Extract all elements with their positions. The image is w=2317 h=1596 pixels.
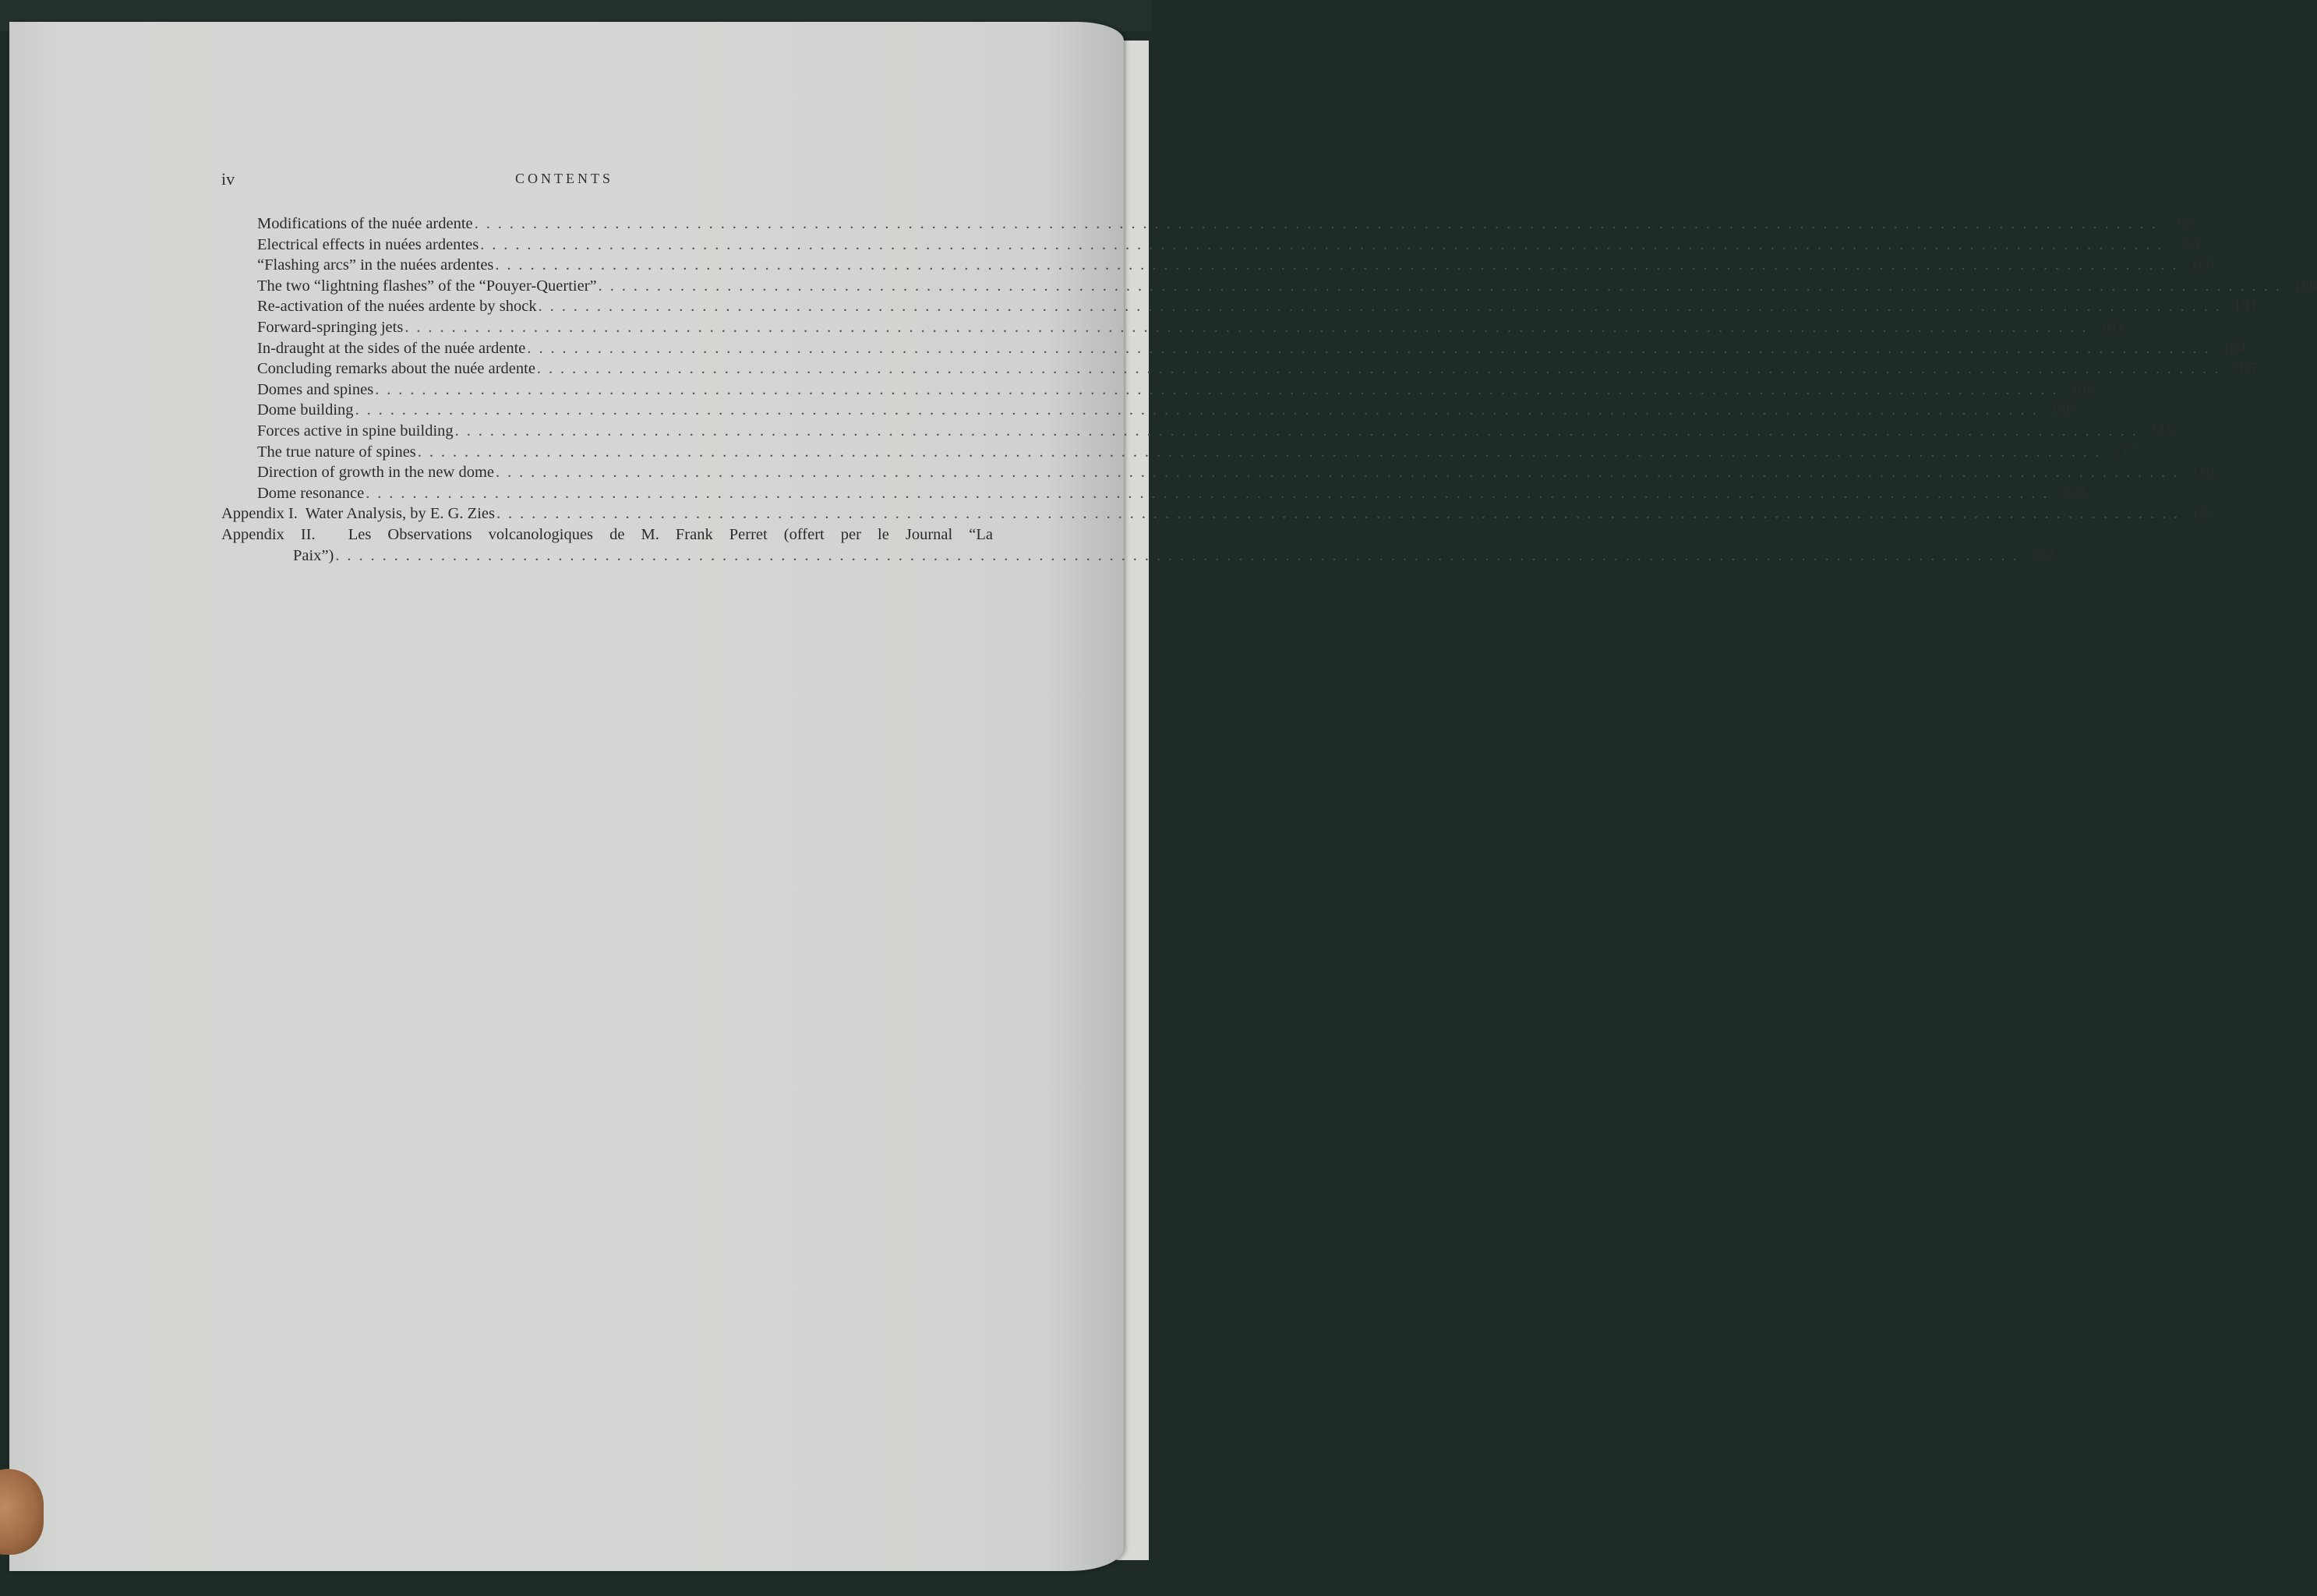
toc-entry-page: 104 xyxy=(2222,339,2247,357)
toc-entry-title: Modifications of the nuée ardente xyxy=(257,215,473,232)
running-title: CONTENTS xyxy=(515,171,613,186)
leader-dots: . . . . . . . . . . . . . . . . . . . . . . . . . . . . . . . . . . . . . . . . . . . . . . . . . . . . . . . . . . . . . . . . . . . . . . . . . . . . . . . . . . . . . . . . . . . . . . . . . . . . . . . . . . . . . . . . . . . . . . . . . . . . . . . . . . . . . . . . . . . . . . . . xyxy=(480,235,2163,253)
leader-dots: . . . . . . . . . . . . . . . . . . . . . . . . . . . . . . . . . . . . . . . . . . . . . . . . . . . . . . . . . . . . . . . . . . . . . . . . . . . . . . . . . . . . . . . . . . . . . . . . . . . . . . . . . . . . . . . . . . . . . . . . . . . . . . . . . . . . . . . . . . . . . . . . xyxy=(538,298,2222,316)
toc-entry xyxy=(221,400,2075,421)
toc-entry-title: Direction of growth in the new dome xyxy=(257,464,495,482)
toc-entry xyxy=(221,255,2215,276)
leader-dots: . . . . . . . . . . . . . . . . . . . . . . . . . . . . . . . . . . . . . . . . . . . . . . . . . . . . . . . . . . . . . . . . . . . . . . . . . . . . . . . . . . . . . . . . . . . . . . . . . . . . . . . . . . . . . . . . . . . . . . . . . . . . . . . . . . . . . . . . . . . . . . . . xyxy=(527,339,2211,357)
toc-entry xyxy=(221,421,2174,442)
page-folio: iv xyxy=(221,169,235,189)
toc-entry-page: 106 xyxy=(2070,380,2094,398)
toc-entry-page: 100 xyxy=(2293,277,2317,295)
toc-entry-page: 100 xyxy=(2190,256,2215,274)
leader-dots: . . . . . . . . . . . . . . . . . . . . . . . . . . . . . . . . . . . . . . . . . . . . . . . . . . . . . . . . . . . . . . . . . . . . . . . . . . . . . . . . . . . . . . . . . . . . . . . . . . . . . . . . . . . . . . . . . . . . . . . . . . . . . . . . . . . . . . . . . . . . . . . . xyxy=(417,443,2101,461)
page-header xyxy=(221,168,1024,192)
toc-appendix-entry xyxy=(221,503,2216,524)
leader-dots: . . . . . . . . . . . . . . . . . . . . . . . . . . . . . . . . . . . . . . . . . . . . . . . . . . . . . . . . . . . . . . . . . . . . . . . . . . . . . . . . . . . . . . . . . . . . . . . . . . . . . . . . . . . . . . . . . . . . . . . . . . . . . . . . . . . . . . . . . . . . . . . . xyxy=(474,215,2158,232)
toc-entry-title: The true nature of spines xyxy=(257,443,416,461)
leader-dots: . . . . . . . . . . . . . . . . . . . . . . . . . . . . . . . . . . . . . . . . . . . . . . . . . . . . . . . . . . . . . . . . . . . . . . . . . . . . . . . . . . . . . . . . . . . . . . . . . . . . . . . . . . . . . . . . . . . . . . . . . . . . . . . . . . . . . . . . . . . . . . . . xyxy=(495,256,2179,274)
toc-entry-title: Concluding remarks about the nuée ardente xyxy=(257,360,535,378)
toc-entry-title: “Flashing arcs” in the nuées ardentes xyxy=(257,256,494,274)
toc-entry xyxy=(221,358,2256,380)
toc-entry xyxy=(221,235,2199,256)
table-of-contents xyxy=(221,214,2317,566)
toc-entry xyxy=(221,483,2085,504)
toc-entry xyxy=(221,276,2317,297)
toc-entry-page: 108 xyxy=(2050,401,2075,419)
toc-entry-page: 119 xyxy=(2191,464,2215,482)
toc-entry-page: 121 xyxy=(2191,505,2216,523)
toc-entry xyxy=(221,442,2137,463)
leader-dots: . . . . . . . . . . . . . . . . . . . . . . . . . . . . . . . . . . . . . . . . . . . . . . . . . . . . . . . . . . . . . . . . . . . . . . . . . . . . . . . . . . . . . . . . . . . . . . . . . . . . . . . . . . . . . . . . . . . . . . . . . . . . . . . . . . . . . . . . . . . . . . . . xyxy=(366,484,2049,502)
toc-entry-continuation xyxy=(221,546,2055,567)
leader-dots: . . . . . . . . . . . . . . . . . . . . . . . . . . . . . . . . . . . . . . . . . . . . . . . . . . . . . . . . . . . . . . . . . . . . . . . . . . . . . . . . . . . . . . . . . . . . . . . . . . . . . . . . . . . . . . . . . . . . . . . . . . . . . . . . . . . . . . . . . . . . . . . . xyxy=(335,546,2019,564)
toc-entry-title: Appendix I. Water Analysis, by E. G. Zies xyxy=(221,505,495,523)
toc-entry-page: 99 xyxy=(2183,235,2199,253)
toc-entry-page: 103 xyxy=(2100,318,2125,336)
leader-dots: . . . . . . . . . . . . . . . . . . . . . . . . . . . . . . . . . . . . . . . . . . . . . . . . . . . . . . . . . . . . . . . . . . . . . . . . . . . . . . . . . . . . . . . . . . . . . . . . . . . . . . . . . . . . . . . . . . . . . . . . . . . . . . . . . . . . . . . . . . . . . . . . xyxy=(496,464,2179,482)
toc-entry-page: 101 xyxy=(2233,298,2258,316)
leader-dots: . . . . . . . . . . . . . . . . . . . . . . . . . . . . . . . . . . . . . . . . . . . . . . . . . . . . . . . . . . . . . . . . . . . . . . . . . . . . . . . . . . . . . . . . . . . . . . . . . . . . . . . . . . . . . . . . . . . . . . . . . . . . . . . . . . . . . . . . . . . . . . . . xyxy=(496,505,2180,523)
toc-entry-page: 115 xyxy=(2150,422,2174,440)
toc-entry-page: 122 xyxy=(2030,546,2055,564)
toc-appendix-entry xyxy=(221,524,2055,566)
toc-entry-title: Re-activation of the nuées ardente by shock xyxy=(257,298,537,316)
toc-entry xyxy=(221,462,2215,483)
toc-entry-page: 97 xyxy=(2177,215,2194,232)
leader-dots: . . . . . . . . . . . . . . . . . . . . . . . . . . . . . . . . . . . . . . . . . . . . . . . . . . . . . . . . . . . . . . . . . . . . . . . . . . . . . . . . . . . . . . . . . . . . . . . . . . . . . . . . . . . . . . . . . . . . . . . . . . . . . . . . . . . . . . . . . . . . . . . . xyxy=(355,401,2039,419)
toc-entry-title: Dome resonance xyxy=(257,484,365,502)
toc-entry-title: The two “lightning flashes” of the “Pouyer-Quertier” xyxy=(257,277,597,295)
leader-dots: . . . . . . . . . . . . . . . . . . . . . . . . . . . . . . . . . . . . . . . . . . . . . . . . . . . . . . . . . . . . . . . . . . . . . . . . . . . . . . . . . . . . . . . . . . . . . . . . . . . . . . . . . . . . . . . . . . . . . . . . . . . . . . . . . . . . . . . . . . . . . . . . xyxy=(598,277,2282,295)
toc-entry-title: Electrical effects in nuées ardentes xyxy=(257,235,479,253)
toc-entry xyxy=(221,214,2194,235)
toc-entry-title-line2: Paix”) xyxy=(293,546,334,564)
leader-dots: . . . . . . . . . . . . . . . . . . . . . . . . . . . . . . . . . . . . . . . . . . . . . . . . . . . . . . . . . . . . . . . . . . . . . . . . . . . . . . . . . . . . . . . . . . . . . . . . . . . . . . . . . . . . . . . . . . . . . . . . . . . . . . . . . . . . . . . . . . . . . . . . xyxy=(536,360,2220,378)
leader-dots: . . . . . . . . . . . . . . . . . . . . . . . . . . . . . . . . . . . . . . . . . . . . . . . . . . . . . . . . . . . . . . . . . . . . . . . . . . . . . . . . . . . . . . . . . . . . . . . . . . . . . . . . . . . . . . . . . . . . . . . . . . . . . . . . . . . . . . . . . . . . . . . . xyxy=(454,422,2139,440)
toc-entry-title-line1: Appendix II. Les Observations volcanologiques de M. Frank Perret (offert per le Journal “La xyxy=(221,525,993,543)
toc-entry-title: Domes and spines xyxy=(257,380,374,398)
toc-entry-page: 105 xyxy=(2231,360,2256,378)
leader-dots: . . . . . . . . . . . . . . . . . . . . . . . . . . . . . . . . . . . . . . . . . . . . . . . . . . . . . . . . . . . . . . . . . . . . . . . . . . . . . . . . . . . . . . . . . . . . . . . . . . . . . . . . . . . . . . . . . . . . . . . . . . . . . . . . . . . . . . . . . . . . . . . . xyxy=(404,318,2089,336)
toc-entry-title: Dome building xyxy=(257,401,354,419)
toc-entry xyxy=(221,317,2125,338)
leader-dots: . . . . . . . . . . . . . . . . . . . . . . . . . . . . . . . . . . . . . . . . . . . . . . . . . . . . . . . . . . . . . . . . . . . . . . . . . . . . . . . . . . . . . . . . . . . . . . . . . . . . . . . . . . . . . . . . . . . . . . . . . . . . . . . . . . . . . . . . . . . . . . . . xyxy=(375,380,2058,398)
toc-entry-page: 117 xyxy=(2113,443,2137,461)
toc-entry-page: 120 xyxy=(2061,484,2085,502)
toc-entry-title: In-draught at the sides of the nuée ardente xyxy=(257,339,526,357)
toc-entry xyxy=(221,296,2258,317)
toc-entry-title: Forces active in spine building xyxy=(257,422,454,440)
toc-entry-title: Forward-springing jets xyxy=(257,318,404,336)
toc-entry xyxy=(221,338,2247,359)
toc-entry xyxy=(221,380,2094,401)
